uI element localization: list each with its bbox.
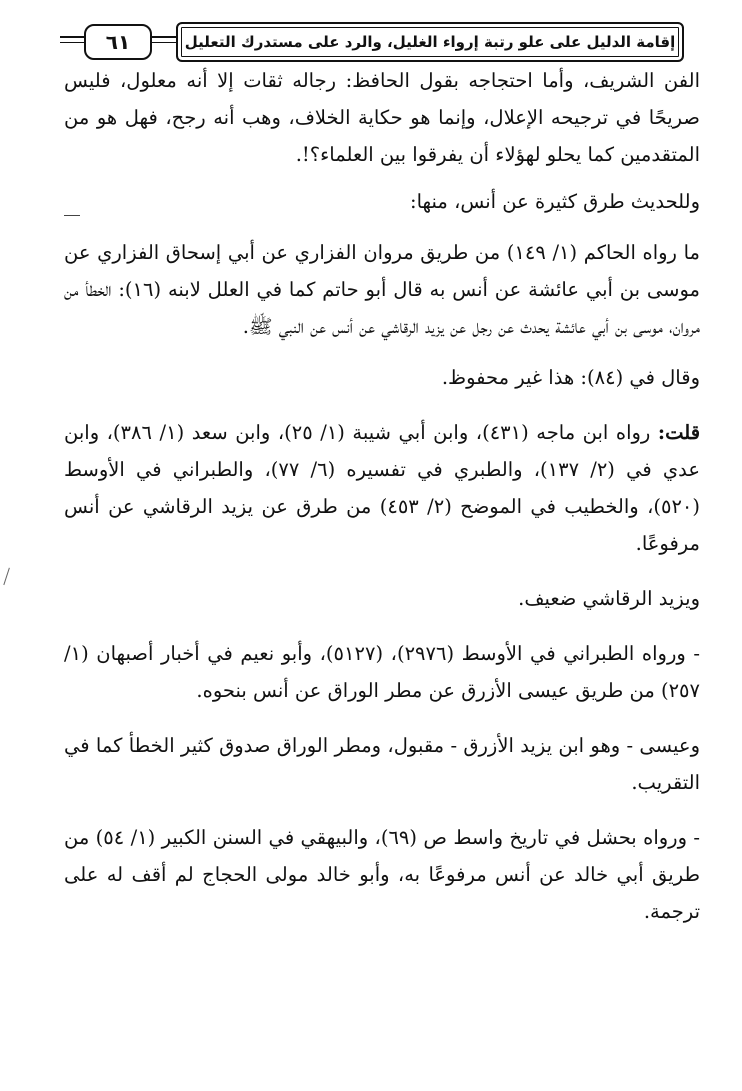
paragraph-5-text: رواه ابن ماجه (٤٣١)، وابن أبي شيبة (١/ ٢٥)، وابن سعد (١/ ٣٨٦)، وابن عدي في (٢/ ١٣٧)، والطبري في تفسيره (٦/ ٧٧)، والطبراني في الأوسط (٥٢٠)، والخطيب في الموضح (٢/ ٤٥٣) من طرق عن يزيد الرقاشي عن أنس مرفوعًا.: [64, 421, 700, 555]
paragraph-2: وللحديث طرق كثيرة عن أنس، منها:: [410, 190, 700, 213]
lead-word: قلت:: [657, 421, 701, 444]
page-header: [60, 20, 680, 64]
paragraph-3: ما رواه الحاكم (١/ ١٤٩) من طريق مروان الفزاري عن أبي إسحاق الفزاري عن موسى بن أبي عائشة عن أنس به قال أبو حاتم كما في العلل لابنه (١٦): الخطأ من مروان، موسى بن أبي عائشة يحدث عن رجل عن يزيد الرقاشي عن أنس عن النبي ﷺ.: [64, 241, 700, 338]
paragraph-6: ويزيد الرقاشي ضعيف.: [518, 587, 700, 610]
margin-tick: [3, 568, 13, 587]
paragraph-1: الفن الشريف، وأما احتجاجه بقول الحافظ: رجاله ثقات إلا أنه معلول، فليس صريحًا في ترجيحه الإعلال، وإنما هو حكاية الخلاف، وهب أنه رجح، فهل هو من المتقدمين كما يحلو لهؤلاء أن يفرقوا بين العلماء؟!.: [64, 69, 700, 166]
paragraph-4: وقال في (٨٤): هذا غير محفوظ.: [441, 366, 700, 389]
body-text: [64, 62, 700, 930]
running-title: إقامة الدليل على علو رتبة إرواء الغليل، والرد على مستدرك التعليل: [176, 22, 684, 62]
paragraph-8: وعيسى - وهو ابن يزيد الأزرق - مقبول، ومطر الوراق صدوق كثير الخطأ كما في التقريب.: [64, 734, 700, 794]
paragraph-5: [64, 414, 700, 562]
paragraph-9: - ورواه بحشل في تاريخ واسط ص (٦٩)، والبيهقي في السنن الكبير (١/ ٥٤) من طريق أبي خالد عن أنس مرفوعًا به، وأبو خالد مولى الحجاج لم أقف له على ترجمة.: [64, 826, 700, 923]
page-number: ٦١: [84, 24, 152, 60]
paragraph-7: - ورواه الطبراني في الأوسط (٢٩٧٦)، (٥١٢٧)، وأبو نعيم في أخبار أصبهان (١/ ٢٥٧) من طريق عيسى الأزرق عن مطر الوراق عن أنس بنحوه.: [64, 642, 700, 702]
